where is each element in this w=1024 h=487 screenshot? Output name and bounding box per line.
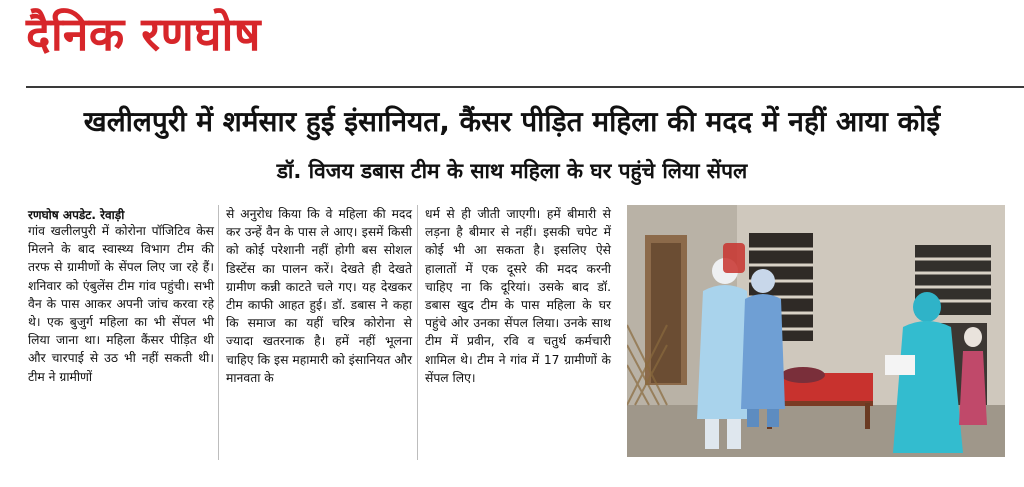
- article-column-1-text: गांव खलीलपुरी में कोरोना पॉजिटिव केस मिलने के बाद स्वास्थ्य विभाग टीम की तरफ से ग्रामीणों के सेंपल लिए जा रहे हैं। शनिवार को एंबुलेंस टीम गांव पहुंची। सभी वैन के पास आकर अपनी जांच करवा रहे थे। एक बुजुर्ग महिला का भी सेंपल भी लिया जाना था। महिला कैंसर पीड़ित थी और चारपाई से उठ भी नहीं सकती थी। टीम ने ग्रामीणों: [28, 224, 214, 384]
- column-divider: [417, 205, 418, 460]
- article-byline: रणघोष अपडेट. रेवाड़ी: [28, 208, 125, 222]
- article-column-2-text: से अनुरोध किया कि वे महिला की मदद कर उन्हें वैन के पास ले आए। इसमें किसी को कोई परेशानी नहीं होगी बस सोशल डिस्टेंस का पालन करें। देखते ही देखते ग्रामीण कन्नी काटते चले गए। यह देखकर टीम काफी आहत हुई। डॉ. डबास ने कहा कि समाज का यहीं चरित्र कोरोना से ज्यादा खतरनाक है। हमें नहीं भूलना चाहिए कि इस महामारी को इंसानियत और मानवता के: [226, 207, 412, 385]
- article-column-3: [425, 205, 611, 387]
- article-photo: [627, 205, 1005, 457]
- masthead-title: दैनिक रणघोष: [26, 7, 261, 61]
- article-column-2: [226, 205, 412, 387]
- article-column-3-text: धर्म से ही जीती जाएगी। हमें बीमारी से लड़ना है बीमार से नहीं। इसकी चपेट में कोई भी आ सकता है। इसलिए ऐसे हालातों में एक दूसरे की मदद करनी चाहिए ना कि दूरियां। उसके बाद डॉ. डबास खुद टीम के पास महिला के घर पहुंचे ओर उनका सेंपल लिया। उनके साथ टीम में प्रवीन, रवि व चतुर्थ कर्मचारी शामिल थे। टीम ने गांव में 17 ग्रामीणों के सेंपल लिए।: [425, 207, 611, 385]
- column-divider: [218, 205, 219, 460]
- article-headline: खलीलपुरी में शर्मसार हुई इंसानियत, कैंसर पीड़ित महिला की मदद में नहीं आया कोई: [83, 105, 941, 138]
- masthead-rule: [26, 86, 1024, 88]
- article-subheadline: डॉ. विजय डबास टीम के साथ महिला के घर पहुंचे लिया सेंपल: [276, 159, 748, 183]
- article-column-1: [28, 222, 214, 386]
- article-photo-illustration: [627, 205, 1005, 457]
